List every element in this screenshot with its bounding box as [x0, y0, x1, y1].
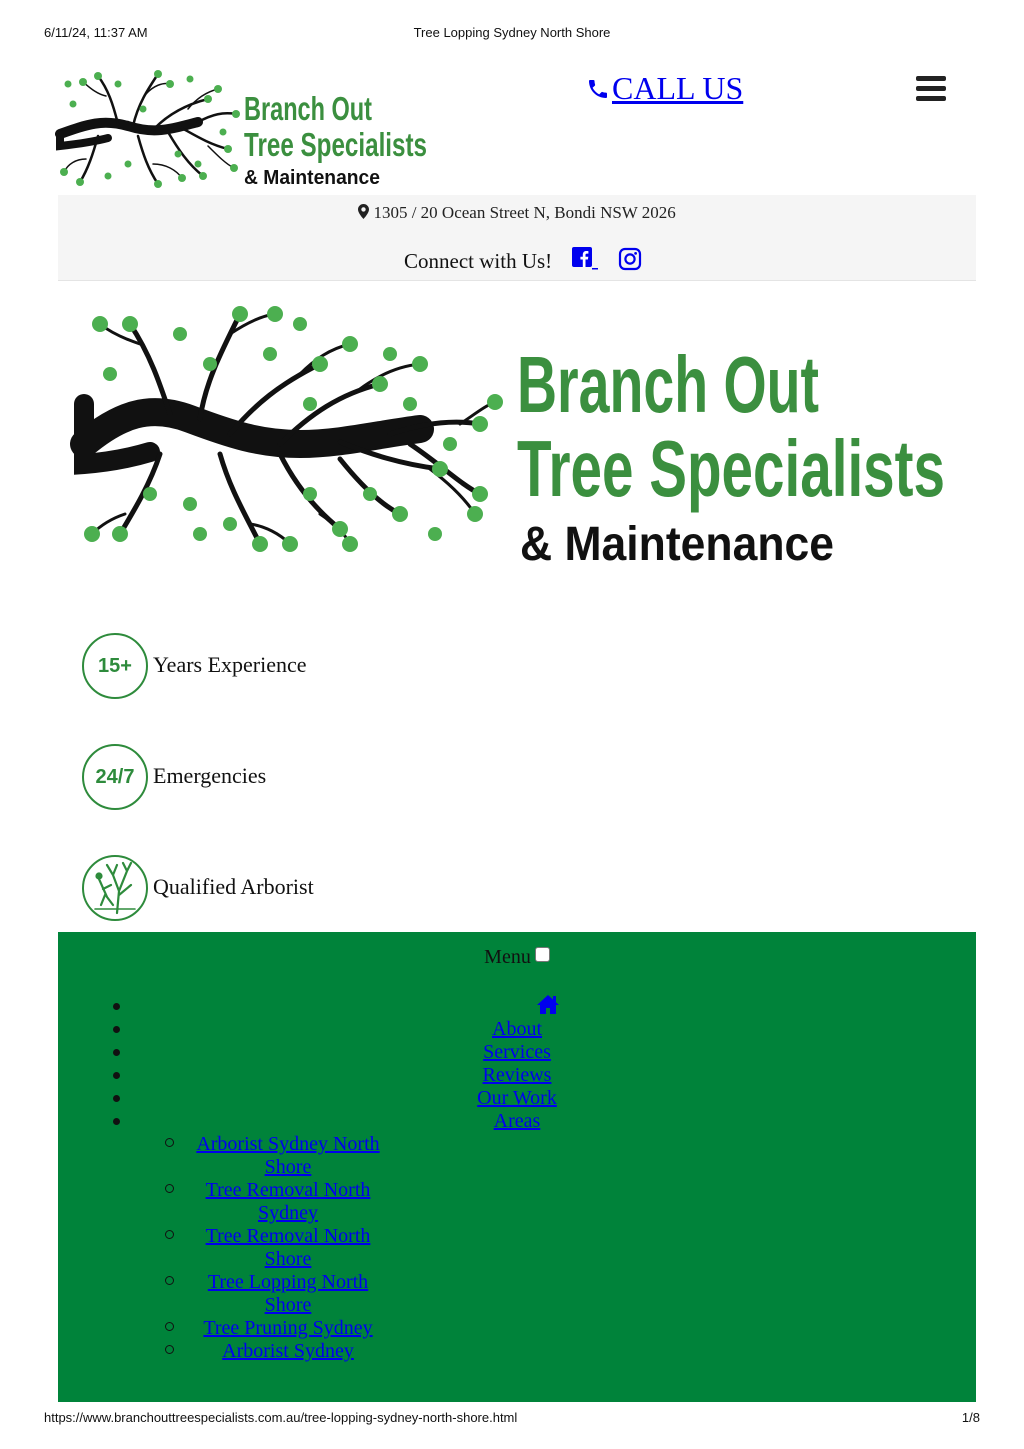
print-header	[0, 25, 1024, 41]
area-link-tree-lopping-north-shore[interactable]: Tree Lopping North Shore	[207, 1271, 369, 1316]
print-page-number: 1/8	[961, 1410, 980, 1425]
feature-label: Qualified Arborist	[153, 874, 314, 899]
svg-text:& Maintenance: & Maintenance	[244, 167, 380, 189]
sub-list-bullet	[165, 1184, 174, 1193]
brand-logo[interactable]	[58, 64, 438, 194]
site-page	[58, 58, 976, 1399]
nav-link-reviews[interactable]: Reviews	[482, 1064, 552, 1086]
instagram-icon[interactable]	[618, 247, 642, 271]
facebook-icon[interactable]	[572, 247, 598, 271]
contact-bar	[58, 195, 976, 281]
print-datetime: 6/11/24, 11:37 AM	[44, 25, 148, 40]
print-footer	[0, 1410, 1024, 1426]
svg-text:Branch Out: Branch Out	[517, 340, 819, 429]
site-header	[58, 58, 976, 195]
menu-toggle-row	[58, 946, 976, 969]
arborist-badge	[82, 855, 148, 921]
connect-label: Connect with Us!	[404, 249, 553, 273]
area-link-arborist-sydney-north-shore[interactable]: Arborist Sydney North Shore	[196, 1133, 380, 1178]
svg-text:& Maintenance: & Maintenance	[520, 518, 834, 571]
feature-label: Emergencies	[153, 763, 267, 788]
map-marker-icon	[358, 204, 369, 219]
phone-icon	[586, 77, 610, 101]
address-line	[58, 203, 976, 223]
call-us-link[interactable]	[586, 70, 743, 107]
area-link-tree-pruning-sydney[interactable]: Tree Pruning Sydney	[203, 1317, 373, 1339]
sub-list-bullet	[165, 1322, 174, 1331]
svg-text:Tree Specialists: Tree Specialists	[517, 424, 945, 513]
menu-checkbox[interactable]	[535, 947, 550, 962]
main-nav	[58, 932, 976, 1402]
print-url: https://www.branchouttreespecialists.com.au/tree-lopping-sydney-north-shore.html	[44, 1410, 518, 1425]
hamburger-menu-icon[interactable]	[916, 76, 946, 102]
nav-link-about[interactable]: About	[492, 1018, 542, 1040]
area-link-arborist-sydney[interactable]: Arborist Sydney	[222, 1340, 354, 1362]
tree-icon	[60, 74, 236, 184]
list-bullet	[113, 1003, 120, 1010]
sub-list-bullet	[165, 1230, 174, 1239]
area-link-tree-removal-north-shore[interactable]: Tree Removal North Shore	[205, 1225, 371, 1270]
address-text: 1305 / 20 Ocean Street N, Bondi NSW 2026	[373, 203, 676, 222]
print-doc-title: Tree Lopping Sydney North Shore	[413, 25, 611, 40]
hero-tree-icon	[84, 314, 495, 544]
menu-label: Menu	[484, 946, 531, 968]
hero-logo	[80, 294, 950, 574]
nav-link-our-work[interactable]: Our Work	[477, 1087, 557, 1109]
sub-list-bullet	[165, 1138, 174, 1147]
home-icon[interactable]	[536, 994, 560, 1015]
nav-link-services[interactable]: Services	[483, 1041, 551, 1063]
sub-list-bullet	[165, 1345, 174, 1354]
nav-link-areas[interactable]: Areas	[493, 1110, 541, 1132]
tree-climber-icon	[91, 861, 139, 915]
svg-text:Tree Specialists: Tree Specialists	[244, 126, 427, 163]
emergency-badge: 24/7	[82, 744, 148, 810]
area-link-tree-removal-north-sydney[interactable]: Tree Removal North Sydney	[205, 1179, 371, 1224]
sub-list-bullet	[165, 1276, 174, 1285]
svg-text:Branch Out: Branch Out	[244, 90, 373, 127]
feature-label: Years Experience	[153, 652, 307, 677]
experience-badge: 15+	[82, 633, 148, 699]
call-us-label[interactable]: CALL US	[612, 70, 744, 106]
